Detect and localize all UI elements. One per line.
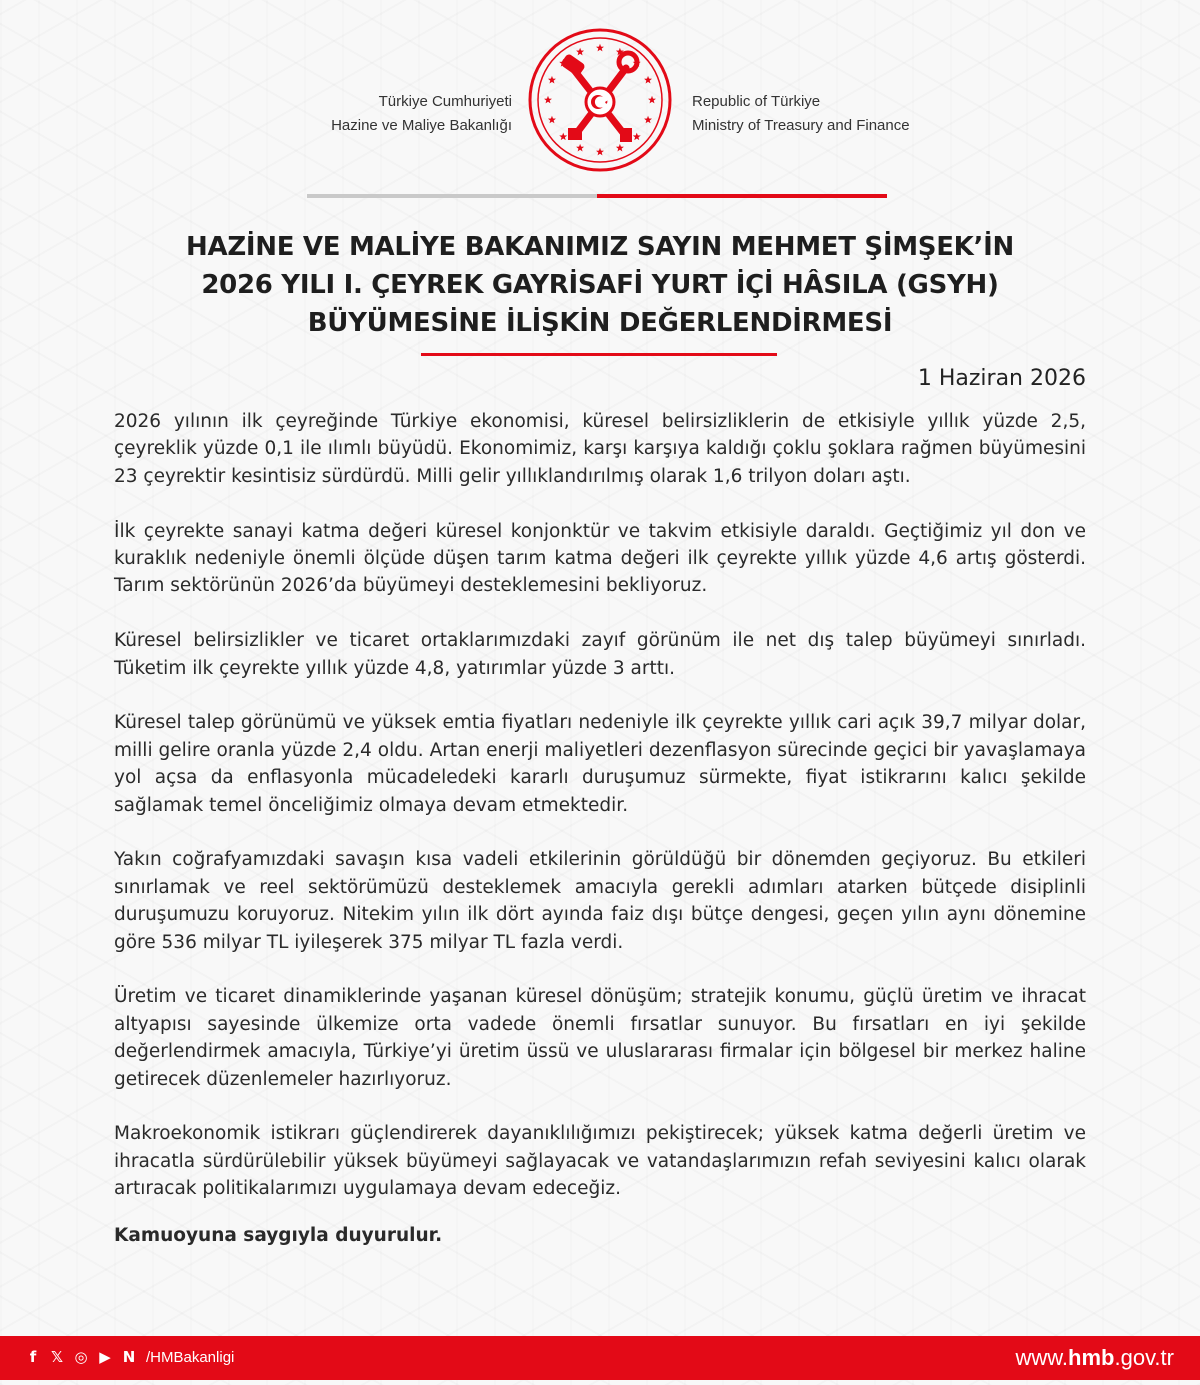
nsosyal-icon[interactable]: N xyxy=(122,1348,136,1366)
social-links xyxy=(24,1348,234,1366)
emblem-star-icon xyxy=(576,48,584,56)
social-handle[interactable]: /HMBakanligi xyxy=(146,1348,235,1366)
paragraph: Yakın coğrafyamızdaki savaşın kısa vadeli etkilerinin görüldüğü bir dönemden geçiyoruz. Bu etkileri sınırlamak ve reel sektörümüzü desteklemek amacıyla gerekli adımları atarken bütçede disiplinli duruşumuzu koruyoruz. Nitekim yılın ilk dört ayında faiz dışı bütçe dengesi, geçen yılın aynı dönemine göre 536 milyar TL iyileşerek 375 milyar TL fazla verdi. xyxy=(114,849,1086,953)
release-date: 1 Haziran 2026 xyxy=(917,366,1086,391)
closing-line: Kamuoyuna saygıyla duyurulur. xyxy=(114,1225,443,1247)
emblem-star-icon xyxy=(633,133,641,141)
ministry-emblem-icon xyxy=(524,18,676,182)
emblem-star-icon xyxy=(648,96,656,104)
emblem-star-icon xyxy=(548,76,556,84)
paragraph: Küresel talep görünümü ve yüksek emtia fiyatları nedeniyle ilk çeyrekte yıllık cari açık 39,7 milyar dolar, milli gelire oranla yüzde 2,4 oldu. Artan enerji maliyetleri dezenflasyon sürecinde geçici bir yavaşlamaya yol açsa da enflasyonla mücadeledeki kararlı duruşumuz sürmekte, fiyat istikrarını kalıcı şekilde sağlamak temel önceliğimiz olmaya devam etmektedir. xyxy=(114,712,1086,816)
org-name-turkish: Türkiye Cumhuriyeti Hazine ve Maliye Bakanlığı xyxy=(331,93,512,134)
paragraph: Küresel belirsizlikler ve ticaret ortaklarımızdaki zayıf görünüm ile net dış talep büyümeyi sınırladı. Tüketim ilk çeyrekte yıllık yüzde 4,8, yatırımlar yüzde 3 arttı. xyxy=(114,630,1086,679)
x-icon[interactable]: 𝕏 xyxy=(50,1348,64,1366)
page-title: HAZİNE VE MALİYE BAKANIMIZ SAYIN MEHMET ŞİMŞEK’İN 2026 YILI I. ÇEYREK GAYRİSAFİ YURT İÇİ HÂSILA (GSYH) BÜYÜMESİNE İLİŞKİN DEĞERLENDİRMESİ xyxy=(186,232,1014,338)
emblem-star-icon xyxy=(548,116,556,124)
youtube-icon[interactable]: ▶ xyxy=(99,1348,111,1366)
facebook-icon[interactable]: f xyxy=(29,1348,37,1366)
paragraph: Üretim ve ticaret dinamiklerinde yaşanan küresel dönüşüm; stratejik konumu, güçlü üretim ve ihracat altyapısı sayesinde ülkemize orta vadede önemli fırsatlar sunuyor. Bu fırsatları en iyi şekilde değerlendirmek amacıyla, Türkiye’yi üretim üssü ve uluslararası firmalar için bölgesel bir merkez haline getirecek düzenlemeler hazırlıyoruz. xyxy=(114,986,1086,1090)
emblem-star-icon xyxy=(616,144,624,152)
paragraph: İlk çeyrekte sanayi katma değeri küresel konjonktür ve takvim etkisiyle daraldı. Geçtiğimiz yıl don ve kuraklık nedeniyle önemli ölçüde düşen tarım katma değeri ilk çeyrekte yıllık yüzde 4,6 artış gösterdi. Tarım sektörünün 2026’da büyümeyi desteklemesini bekliyoruz. xyxy=(114,520,1086,597)
emblem-star-icon xyxy=(576,144,584,152)
statement-body xyxy=(114,408,1086,1277)
emblem-star-icon xyxy=(596,44,604,52)
title-divider xyxy=(421,353,777,356)
instagram-icon[interactable]: ◎ xyxy=(74,1348,88,1366)
paragraph: Makroekonomik istikrarı güçlendirerek dayanıklılığımızı pekiştirecek; yüksek katma değerli üretim ve ihracatla sürdürülebilir yüksek büyümeyi sağlayacak ve vatandaşlarımızın refah seviyesini kalıcı olarak artıracak politikalarımızı uygulamaya devam edeceğiz. xyxy=(114,1123,1086,1200)
website-link[interactable]: www.hmb.gov.tr xyxy=(1015,1345,1174,1370)
paragraph: 2026 yılının ilk çeyreğinde Türkiye ekonomisi, küresel belirsizliklerin de etkisiyle yıllık yüzde 2,5, çeyreklik yüzde 0,1 ile ılımlı büyüdü. Ekonomimiz, karşı karşıya kaldığı çoklu şoklara rağmen büyümesini 23 çeyrektir kesintisiz sürdürdü. Milli gelir yıllıklandırılmış olarak 1,6 trilyon doları aştı. xyxy=(114,411,1086,487)
letterhead xyxy=(0,14,1200,194)
emblem-star-icon xyxy=(644,116,652,124)
footer-bar xyxy=(0,1336,1200,1380)
emblem-star-icon xyxy=(596,148,604,156)
org-name-english: Republic of Türkiye Ministry of Treasury and Finance xyxy=(692,93,910,134)
emblem-star-icon xyxy=(559,133,567,141)
emblem-star-icon xyxy=(544,96,552,104)
header-divider xyxy=(307,194,887,198)
emblem-star-icon xyxy=(644,76,652,84)
